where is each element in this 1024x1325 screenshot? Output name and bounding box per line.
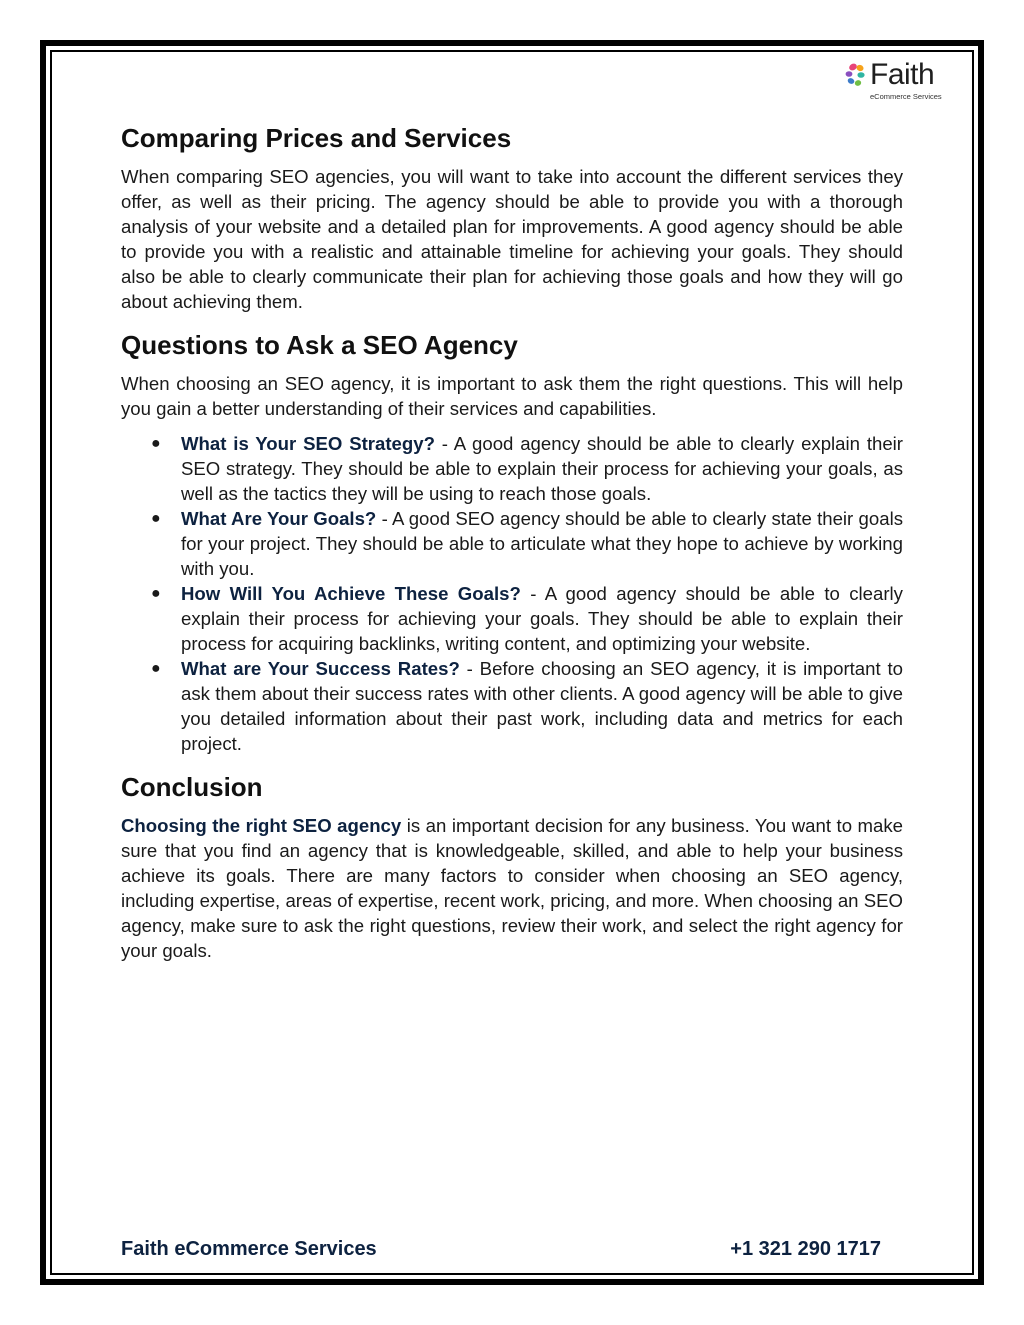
section-conclusion (121, 770, 903, 963)
footer-company: Faith eCommerce Services (121, 1238, 377, 1260)
bullet-icon: ● (151, 585, 161, 602)
list-item-lead: What Are Your Goals? (181, 508, 377, 529)
list-item (151, 506, 903, 581)
list-item (151, 656, 904, 756)
list-item-text: - Before choosing an SEO agency, it is important to ask them about their success rates with other clients. A good agency will be able to give you detailed information about their past work, including data and metrics for each project. (181, 658, 904, 754)
footer-phone: +1 321 290 1717 (730, 1238, 881, 1260)
list-item (151, 431, 903, 506)
list-item-lead: What is Your SEO Strategy? (181, 433, 435, 454)
section-paragraph: When comparing SEO agencies, you will want to take into account the different services they offer, as well as their pricing. The agency should be able to provide you with a thorough analysis of your website and a detailed plan for improvements. A good agency should be able to provide you with a realistic and attainable timeline for achieving your goals. They should also be able to clearly communicate their plan for achieving those goals and how they will go about achieving them. (121, 166, 903, 312)
section-questions (121, 328, 903, 756)
section-paragraph: When choosing an SEO agency, it is important to ask them the right questions. This will help you gain a better understanding of their services and capabilities. (121, 373, 903, 419)
list-item-lead: What are Your Success Rates? (181, 658, 460, 679)
paragraph-text: is an important decision for any business. You want to make sure that you find an agency that is knowledgeable, skilled, and able to help your business achieve its goals. There are many factors to consider when choosing an SEO agency, including expertise, areas of expertise, recent work, pricing, and more. When choosing an SEO agency, make sure to ask the right questions, review their work, and select the right agency for your goals. (121, 815, 903, 961)
section-heading: Comparing Prices and Services (121, 123, 512, 153)
logo (844, 60, 956, 104)
section-heading: Questions to Ask a SEO Agency (121, 330, 518, 360)
bullet-icon: ● (151, 510, 161, 527)
list-item-text: - A good SEO agency should be able to clearly state their goals for your project. They should be able to articulate what they hope to achieve by working with you. (181, 508, 903, 579)
document-body (121, 121, 903, 973)
list-item-text: - A good agency should be able to clearly explain their process for achieving your goals. They should be able to explain their process for acquiring backlinks, writing content, and optimizing your website. (181, 583, 903, 654)
section-heading: Conclusion (121, 772, 263, 802)
logo-tagline: eCommerce Services (870, 92, 942, 101)
bullet-icon: ● (151, 435, 161, 452)
bullet-icon: ● (151, 660, 161, 677)
paragraph-lead: Choosing the right SEO agency (121, 815, 402, 836)
list-item-lead: How Will You Achieve These Goals? (181, 583, 521, 604)
page-footer (121, 1238, 881, 1261)
section-comparing-prices (121, 121, 903, 314)
list-item-text: - A good agency should be able to clearly explain their SEO strategy. They should be able to explain their process for achieving your goals, as well as the tactics they will be using to reach those goals. (181, 433, 903, 504)
section-paragraph (121, 813, 903, 963)
question-list (121, 431, 903, 756)
logo-wordmark: Faith (870, 58, 935, 91)
list-item (151, 581, 903, 656)
flower-logo-icon (844, 60, 870, 96)
